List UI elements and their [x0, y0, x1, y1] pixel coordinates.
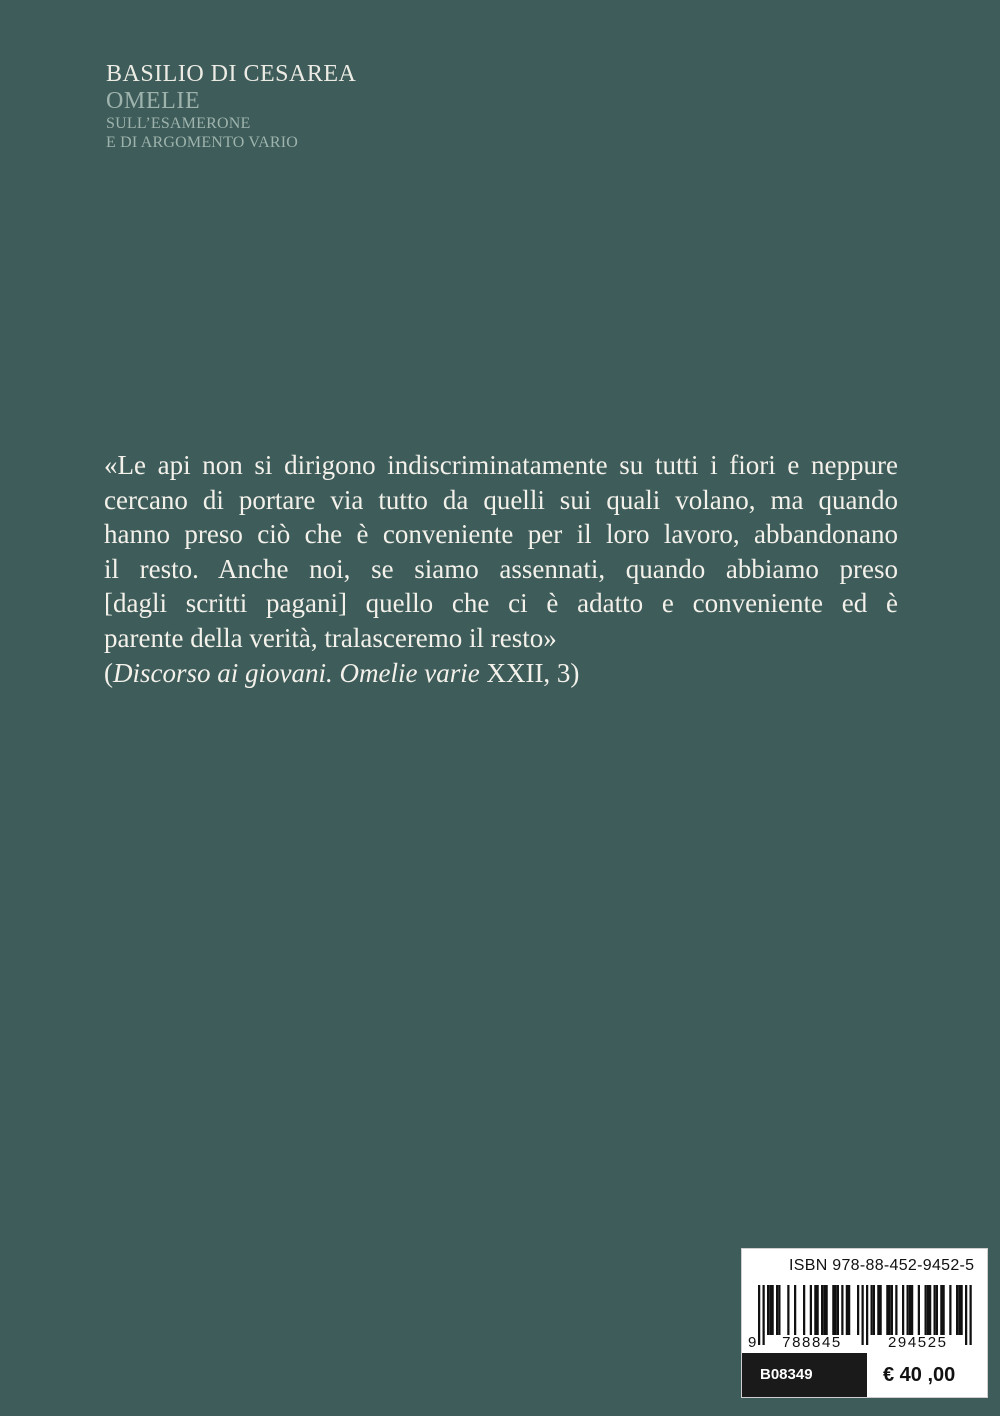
- barcode-bar: [769, 1285, 771, 1335]
- book-subtitle-line-2: E DI ARGOMENTO VARIO: [106, 134, 299, 151]
- barcode-bar: [848, 1285, 850, 1335]
- quote-line-1: «Le api non si dirigono indiscriminatamente su tutti i fiori e neppure: [104, 450, 898, 480]
- book-title: OMELIE: [106, 88, 201, 114]
- barcode-bar: [949, 1285, 951, 1335]
- citation-open-paren: (: [104, 657, 113, 688]
- price-row: [742, 1353, 987, 1397]
- barcode-bar: [873, 1285, 875, 1335]
- barcode-bar: [929, 1285, 931, 1335]
- barcode-bar: [886, 1285, 888, 1335]
- barcode-bar: [862, 1285, 864, 1345]
- barcode-bar: [940, 1285, 942, 1335]
- barcode-bar: [823, 1285, 825, 1335]
- barcode-left-digits: 788845: [782, 1334, 842, 1351]
- barcode-bar: [958, 1285, 960, 1335]
- barcode-bar: [837, 1285, 839, 1335]
- quote-line-6: parente della verità, tralasceremo il resto»: [104, 622, 557, 653]
- barcode-bar: [810, 1285, 812, 1335]
- barcode-bar: [961, 1285, 963, 1335]
- quote-block: [104, 448, 898, 690]
- barcode-bar: [763, 1285, 765, 1345]
- barcode-bar: [835, 1285, 837, 1335]
- barcode-bar: [758, 1285, 760, 1345]
- barcode-bar: [889, 1285, 891, 1335]
- barcode-bar: [821, 1285, 823, 1335]
- barcode-bar: [832, 1285, 834, 1335]
- quote-line-3: hanno preso ciò che è conveniente per il loro lavoro, abbandonano: [104, 519, 898, 550]
- author-name: BASILIO DI CESAREA: [106, 61, 357, 87]
- barcode-bar: [911, 1285, 913, 1335]
- citation-work-title: Discorso ai giovani. Omelie varie: [113, 657, 480, 688]
- barcode-bar: [895, 1285, 897, 1335]
- barcode-graphic: [742, 1283, 987, 1351]
- barcode-bar: [841, 1285, 843, 1335]
- quote-citation: [104, 656, 898, 691]
- barcode-bar: [970, 1285, 972, 1345]
- barcode-bar: [778, 1285, 780, 1335]
- barcode-bar: [772, 1285, 774, 1335]
- barcode-bar: [767, 1285, 769, 1335]
- quote-line-2: cercano di portare via tutto da quelli sui quali volano, ma quando: [104, 484, 898, 515]
- barcode-bar: [943, 1285, 945, 1335]
- quote-line-5: [dagli scritti pagani] quello che ci è adatto e conveniente ed è: [104, 588, 898, 619]
- barcode-bar: [934, 1285, 936, 1335]
- barcode-bar: [965, 1285, 967, 1345]
- barcode-bar: [776, 1285, 778, 1335]
- barcode-panel: [741, 1248, 988, 1398]
- barcode-bar: [880, 1285, 882, 1335]
- barcode-bar: [909, 1285, 911, 1335]
- barcode-bar: [902, 1285, 904, 1335]
- barcode-bar: [814, 1285, 816, 1335]
- barcode-bar: [891, 1285, 893, 1335]
- barcode-bar: [925, 1285, 927, 1335]
- barcode-bar: [927, 1285, 929, 1335]
- book-subtitle-line-1: SULL’ESAMERONE: [106, 115, 251, 132]
- barcode-bar: [846, 1285, 848, 1335]
- barcode-bar: [866, 1285, 868, 1345]
- quote-line-4: il resto. Anche noi, se siamo assennati, quando abbiamo preso: [104, 553, 898, 584]
- book-header: [106, 60, 486, 152]
- barcode-bar: [877, 1285, 879, 1335]
- barcode-bar: [803, 1285, 805, 1335]
- barcode-right-digits: 294525: [887, 1334, 948, 1351]
- isbn-label: ISBN 978-88-452-9452-5: [789, 1257, 975, 1274]
- barcode-bar: [826, 1285, 828, 1335]
- barcode-bar: [817, 1285, 819, 1335]
- barcode-bar: [918, 1285, 920, 1335]
- barcode-bar: [936, 1285, 938, 1335]
- barcode-bar: [871, 1285, 873, 1335]
- product-code: B08349: [742, 1353, 867, 1397]
- barcode-first-digit: 9: [748, 1334, 757, 1351]
- barcode-bar: [857, 1285, 859, 1335]
- price-label: € 40 ,00: [867, 1353, 987, 1397]
- barcode-bar: [907, 1285, 909, 1335]
- citation-reference: XXII, 3): [479, 657, 580, 688]
- barcode-bar: [787, 1285, 789, 1335]
- barcode-bar: [794, 1285, 796, 1335]
- barcode-bar: [956, 1285, 958, 1335]
